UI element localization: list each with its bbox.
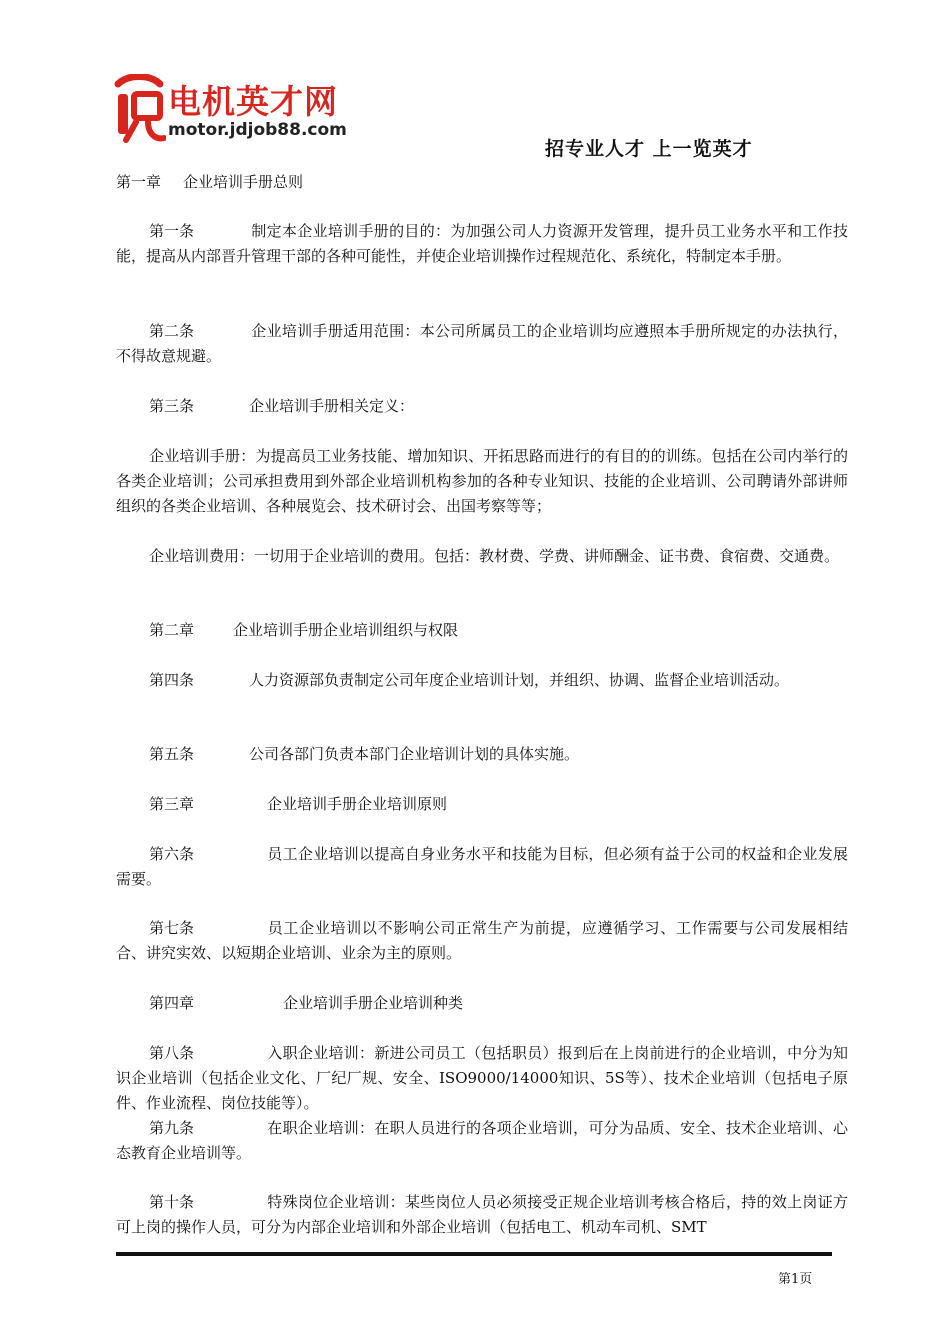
- article-text: 入职企业培训：新进公司员工（包括职员）报到后在上岗前进行的企业培训，中分为知识企业培训（包括企业文化、厂纪厂规、安全、ISO9000/14000知识、5S等）、技术企业培训（包括电子原件、作业流程、岗位技能等）。: [116, 1044, 848, 1112]
- chapter-label: 第一章: [116, 173, 162, 191]
- logo-name: 电机英才网: [168, 82, 338, 121]
- logo-mark-icon: [112, 74, 166, 146]
- chapter-label: 第三章: [149, 795, 195, 813]
- article-label: 第十条: [149, 1193, 195, 1211]
- logo-url: motor.jdjob88.com: [168, 120, 347, 140]
- article-4: [116, 668, 848, 693]
- chapter-label: 第四章: [149, 994, 195, 1012]
- article-label: 第九条: [149, 1119, 195, 1137]
- article-text: 员工企业培训以提高自身业务水平和技能为目标，但必须有益于公司的权益和企业发展需要。: [116, 845, 848, 888]
- article-text: 人力资源部负责制定公司年度企业培训计划，并组织、协调、监督企业培训活动。: [249, 671, 790, 689]
- chapter-heading: [116, 170, 303, 195]
- article-label: 第六条: [149, 845, 195, 863]
- definition-cost: [116, 544, 848, 569]
- article-2: [116, 319, 848, 369]
- article-label: 第五条: [149, 745, 195, 763]
- article-8: [116, 1041, 848, 1116]
- header-slogan: 招专业人才 上一览英才: [545, 138, 753, 160]
- chapter-3-heading: [116, 792, 848, 817]
- article-1: [116, 219, 848, 269]
- chapter-title: 企业培训手册总则: [183, 173, 304, 191]
- article-label: 第四条: [149, 671, 195, 689]
- chapter-title: 企业培训手册企业培训组织与权限: [233, 621, 459, 639]
- page-number: 第1页: [778, 1272, 813, 1287]
- article-text: 企业培训手册相关定义：: [249, 397, 415, 415]
- definition-text: 企业培训费用：一切用于企业培训的费用。包括：教材费、学费、讲师酬金、证书费、食宿费、交通费。: [149, 547, 840, 565]
- article-text: 特殊岗位企业培训：某些岗位人员必须接受正规企业培训考核合格后，持的效上岗证方可上岗的操作人员，可分为内部企业培训和外部企业培训（包括电工、机动车司机、SMT: [116, 1193, 848, 1236]
- chapter-label: 第二章: [149, 621, 195, 639]
- article-3: [116, 394, 848, 419]
- article-text: 企业培训手册适用范围：本公司所属员工的企业培训均应遵照本手册所规定的办法执行，不得故意规避。: [116, 322, 848, 365]
- article-label: 第七条: [149, 919, 195, 937]
- article-10: [116, 1190, 848, 1240]
- article-text: 公司各部门负责本部门企业培训计划的具体实施。: [249, 745, 580, 763]
- article-label: 第二条: [149, 322, 195, 340]
- site-logo[interactable]: [112, 72, 372, 150]
- article-label: 第一条: [149, 222, 195, 240]
- article-text: 员工企业培训以不影响公司正常生产为前提，应遵循学习、工作需要与公司发展相结合、讲究实效、以短期企业培训、业余为主的原则。: [116, 919, 848, 962]
- chapter-2-heading: [116, 618, 848, 643]
- footer-divider: [116, 1252, 832, 1256]
- article-5: [116, 742, 848, 767]
- definition-manual: [116, 444, 848, 519]
- article-6: [116, 842, 848, 892]
- definition-text: 企业培训手册：为提高员工业务技能、增加知识、开拓思路而进行的有目的的训练。包括在公司内举行的各类企业培训；公司承担费用到外部企业培训机构参加的各种专业知识、技能的企业培训、公司聘请外部讲师组织的各类企业培训、各种展览会、技术研讨会、出国考察等等；: [116, 447, 848, 515]
- article-label: 第八条: [149, 1044, 195, 1062]
- article-text: 制定本企业培训手册的目的：为加强公司人力资源开发管理，提升员工业务水平和工作技能，提高从内部晋升管理干部的各种可能性，并使企业培训操作过程规范化、系统化，特制定本手册。: [116, 222, 848, 265]
- article-text: 在职企业培训：在职人员进行的各项企业培训，可分为品质、安全、技术企业培训、心态教育企业培训等。: [116, 1119, 848, 1162]
- article-label: 第三条: [149, 397, 195, 415]
- chapter-4-heading: [116, 991, 848, 1016]
- article-9: [116, 1116, 848, 1166]
- article-7: [116, 916, 848, 966]
- chapter-title: 企业培训手册企业培训种类: [283, 994, 464, 1012]
- chapter-title: 企业培训手册企业培训原则: [267, 795, 448, 813]
